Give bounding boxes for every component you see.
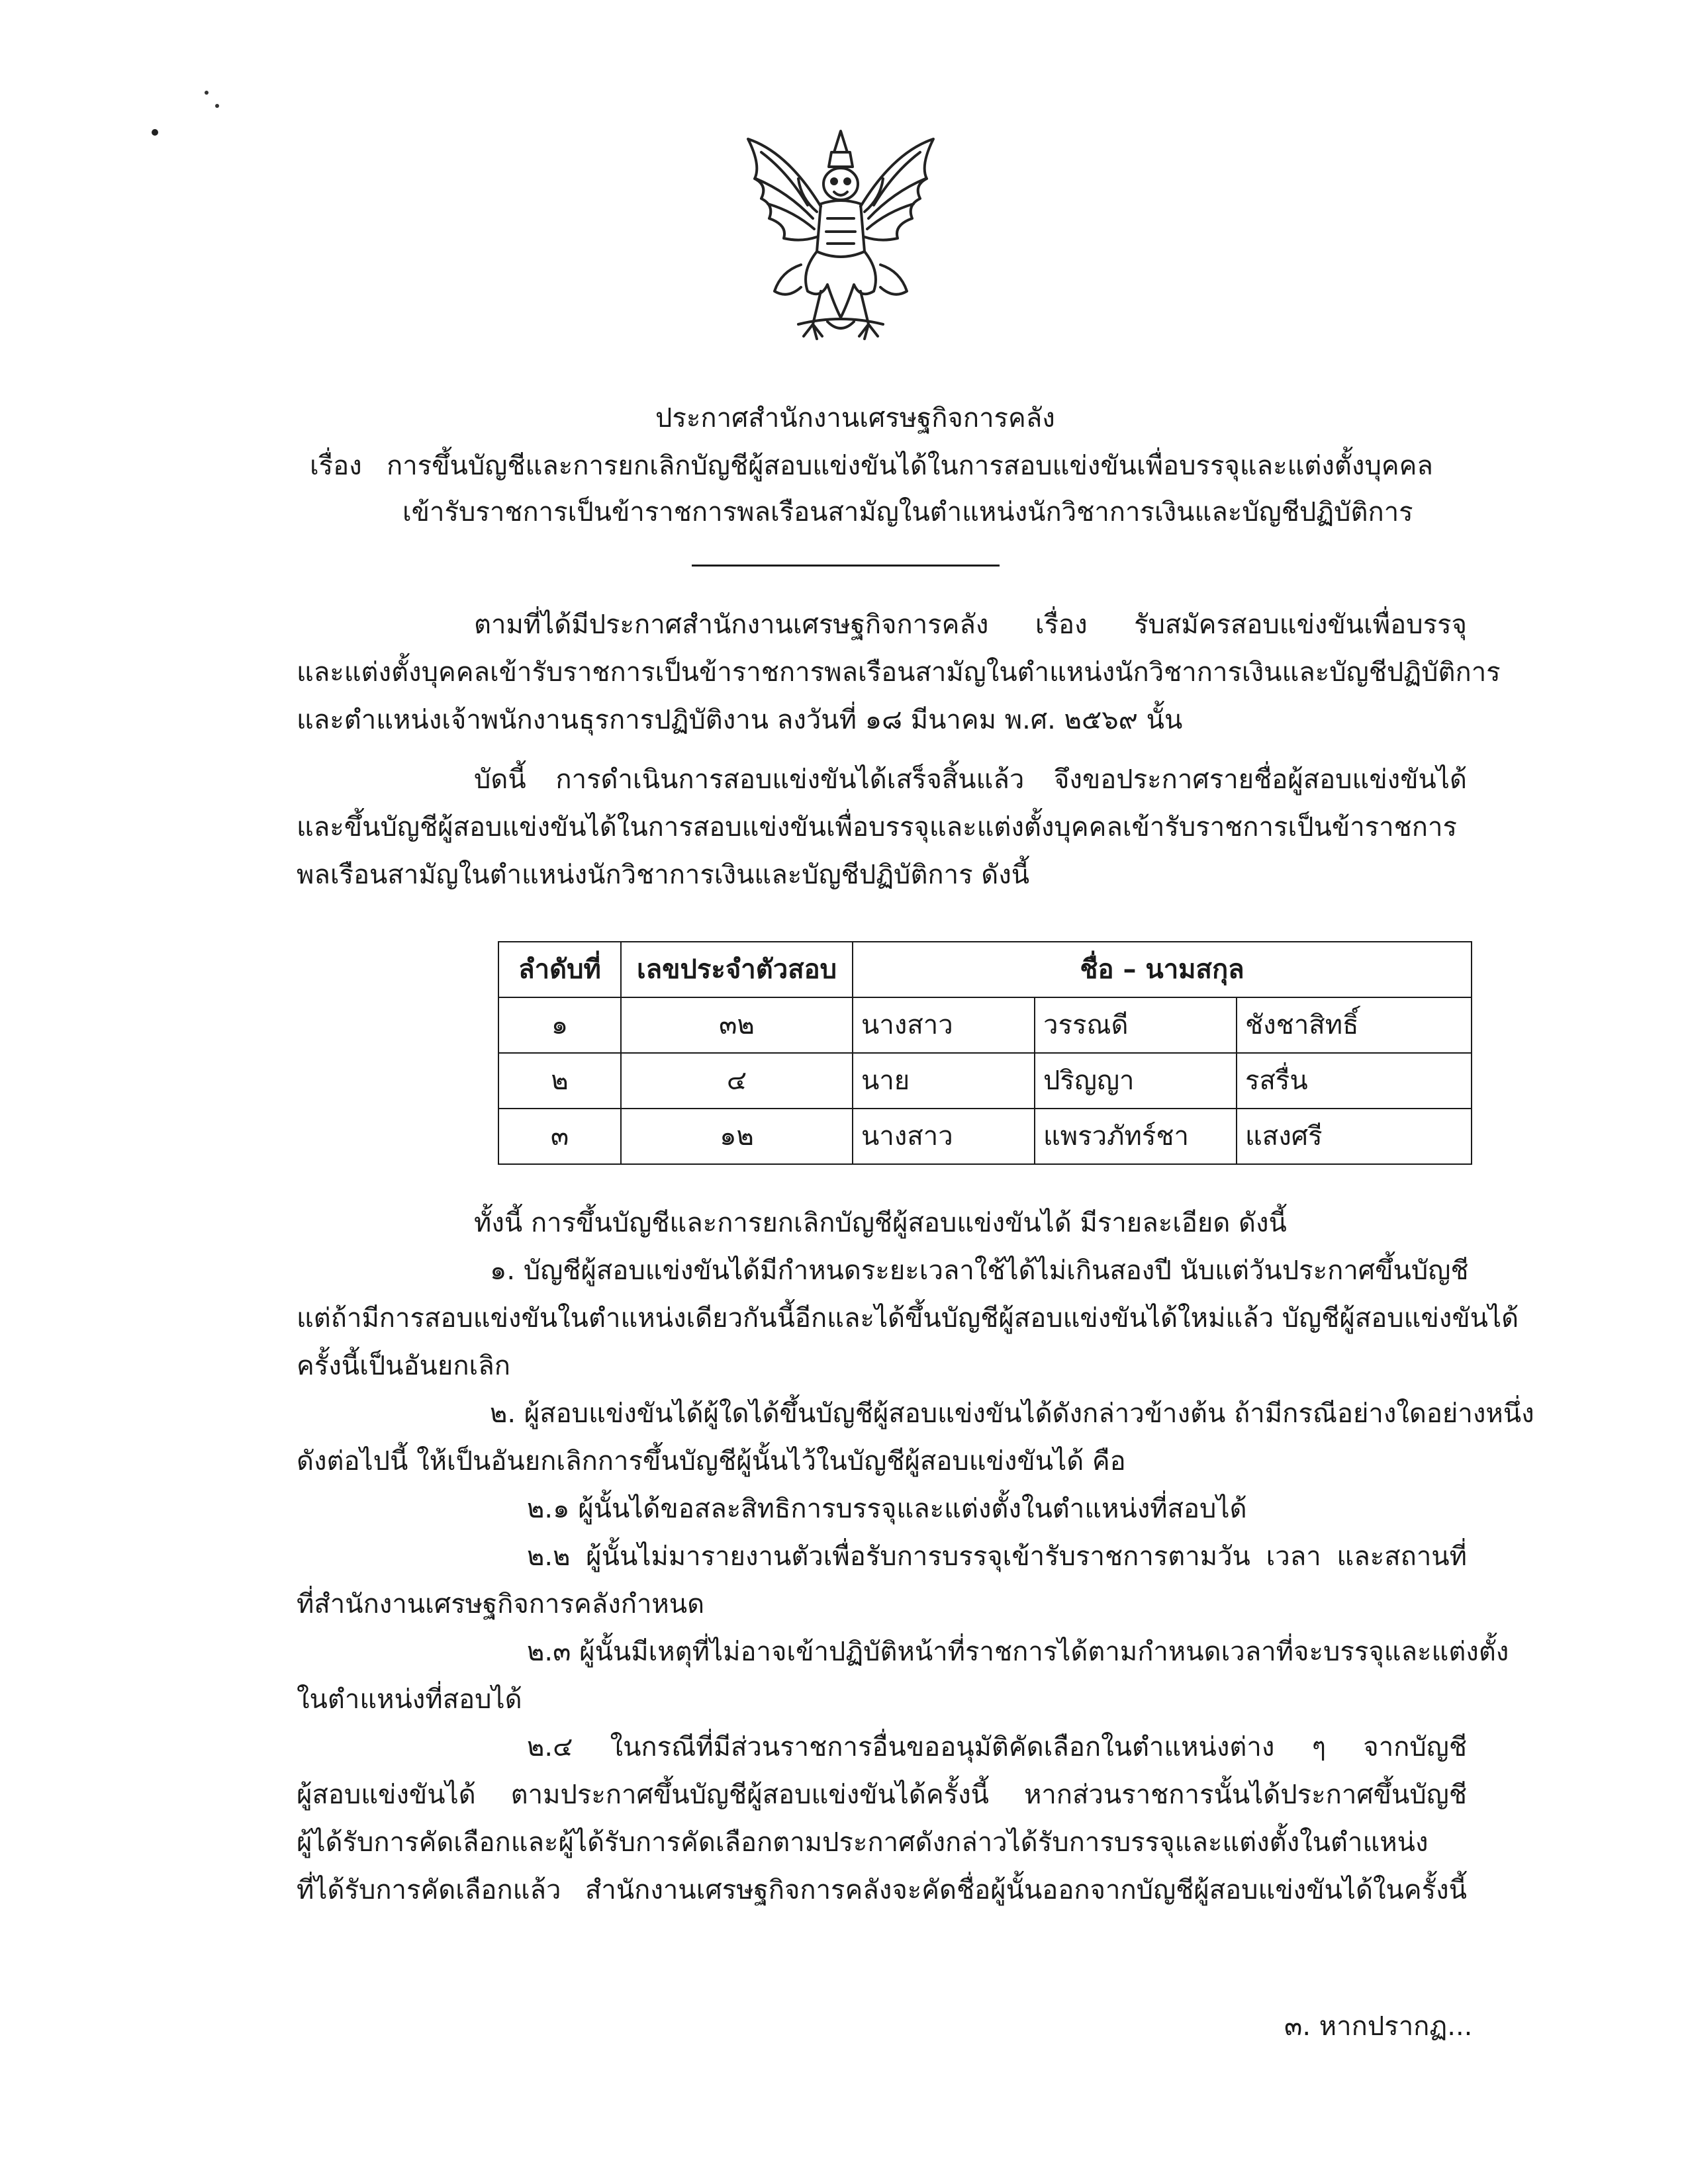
item2-line2: ดังต่อไปนี้ ให้เป็นอันยกเลิกการขึ้นบัญชีผู้นั้นไว้ในบัญชีผู้สอบแข่งขันได้ คือ — [297, 1446, 1126, 1477]
item2-line1: ๒. ผู้สอบแข่งขันได้ผู้ใดได้ขึ้นบัญชีผู้สอบแข่งขันได้ดังกล่าวข้างต้น ถ้ามีกรณีอย่างใดอย่างหนึ่ง — [490, 1398, 1534, 1429]
cell-last-name: รสรื่น — [1237, 1053, 1472, 1109]
item22-line1: ๒.๒ ผู้นั้นไม่มารายงานตัวเพื่อรับการบรรจุเข้ารับราชการตามวัน เวลา และสถานที่ — [527, 1541, 1467, 1572]
para1-line3: และตำแหน่งเจ้าพนักงานธุรการปฏิบัติงาน ลงวันที่ ๑๘ มีนาคม พ.ศ. ๒๕๖๙ นั้น — [297, 705, 1183, 735]
item1-line1: ๑. บัญชีผู้สอบแข่งขันได้มีกำหนดระยะเวลาใช้ได้ไม่เกินสองปี นับแต่วันประกาศขึ้นบัญชี — [490, 1255, 1469, 1286]
item1-line2: แต่ถ้ามีการสอบแข่งขันในตำแหน่งเดียวกันนี้อีกและได้ขึ้นบัญชีผู้สอบแข่งขันได้ใหม่แล้ว บัญชีผู้สอบแข่งขันได้ — [297, 1303, 1519, 1334]
para1-line2: และแต่งตั้งบุคคลเข้ารับราชการเป็นข้าราชการพลเรือนสามัญในตำแหน่งนักวิชาการเงินและบัญชีปฏิบัติการ — [297, 657, 1501, 688]
cell-title: นางสาว — [853, 997, 1035, 1053]
table-row — [498, 1053, 1472, 1109]
announcement-title: ประกาศสำนักงานเศรษฐกิจการคลัง — [655, 403, 1055, 433]
cell-exam-id: ๑๒ — [621, 1109, 853, 1164]
table-row — [498, 1109, 1472, 1164]
cell-exam-id: ๔ — [621, 1053, 853, 1109]
para2-line3: พลเรือนสามัญในตำแหน่งนักวิชาการเงินและบัญชีปฏิบัติการ ดังนี้ — [297, 860, 1030, 890]
cell-rank: ๒ — [498, 1053, 621, 1109]
cell-last-name: ชังชาสิทธิ์ — [1237, 997, 1472, 1053]
header-exam-id: เลขประจำตัวสอบ — [621, 942, 853, 997]
para2-line2: และขึ้นบัญชีผู้สอบแข่งขันได้ในการสอบแข่งขันเพื่อบรรจุและแต่งตั้งบุคคลเข้ารับราชการเป็นข้าราชการ — [297, 812, 1457, 842]
item24-line4: ที่ได้รับการคัดเลือกแล้ว สำนักงานเศรษฐกิจการคลังจะคัดชื่อผู้นั้นออกจากบัญชีผู้สอบแข่งขันได้ในครั้งนี้ — [297, 1875, 1467, 1905]
garuda-emblem-icon — [735, 126, 947, 351]
item22-line2: ที่สำนักงานเศรษฐกิจการคลังกำหนด — [297, 1589, 705, 1619]
cell-rank: ๑ — [498, 997, 621, 1053]
item21: ๒.๑ ผู้นั้นได้ขอสละสิทธิการบรรจุและแต่งตั้งในตำแหน่งที่สอบได้ — [527, 1494, 1247, 1524]
table-row — [498, 997, 1472, 1053]
item24-line3: ผู้ได้รับการคัดเลือกและผู้ได้รับการคัดเลือกตามประกาศดังกล่าวได้รับการบรรจุและแต่งตั้งในตำแหน่ง — [297, 1827, 1429, 1858]
cell-title: นาย — [853, 1053, 1035, 1109]
cell-exam-id: ๓๒ — [621, 997, 853, 1053]
header-rank: ลำดับที่ — [498, 942, 621, 997]
item23-line1: ๒.๓ ผู้นั้นมีเหตุที่ไม่อาจเข้าปฏิบัติหน้าที่ราชการได้ตามกำหนดเวลาที่จะบรรจุและแต่งตั้ง — [527, 1637, 1509, 1667]
cell-first-name: วรรณดี — [1035, 997, 1237, 1053]
item1-line3: ครั้งนี้เป็นอันยกเลิก — [297, 1351, 510, 1381]
subject-line-2: เข้ารับราชการเป็นข้าราชการพลเรือนสามัญในตำแหน่งนักวิชาการเงินและบัญชีปฏิบัติการ — [402, 497, 1413, 527]
subject-label: เรื่อง — [310, 451, 362, 481]
table-header-row — [498, 942, 1472, 997]
cell-rank: ๓ — [498, 1109, 621, 1164]
continuation-marker: ๓. หากปรากฏ... — [1284, 2011, 1473, 2042]
item23-line2: ในตำแหน่งที่สอบได้ — [297, 1684, 522, 1715]
item24-line1: ๒.๔ ในกรณีที่มีส่วนราชการอื่นขออนุมัติคัดเลือกในตำแหน่งต่าง ๆ จากบัญชี — [527, 1732, 1468, 1762]
cell-first-name: ปริญญา — [1035, 1053, 1237, 1109]
para1-line1: ตามที่ได้มีประกาศสำนักงานเศรษฐกิจการคลัง เรื่อง รับสมัครสอบแข่งขันเพื่อบรรจุ — [474, 610, 1467, 640]
cell-last-name: แสงศรี — [1237, 1109, 1472, 1164]
title-divider — [692, 565, 1000, 567]
details-intro: ทั้งนี้ การขึ้นบัญชีและการยกเลิกบัญชีผู้สอบแข่งขันได้ มีรายละเอียด ดังนี้ — [474, 1208, 1287, 1238]
cell-first-name: แพรวภัทร์ชา — [1035, 1109, 1237, 1164]
results-table — [498, 941, 1472, 1165]
header-full-name: ชื่อ – นามสกุล — [853, 942, 1472, 997]
item24-line2: ผู้สอบแข่งขันได้ ตามประกาศขึ้นบัญชีผู้สอบแข่งขันได้ครั้งนี้ หากส่วนราชการนั้นได้ประกาศขึ้นบัญชี — [297, 1780, 1467, 1810]
cell-title: นางสาว — [853, 1109, 1035, 1164]
scan-speck-marks — [146, 86, 225, 146]
subject-line-1: การขึ้นบัญชีและการยกเลิกบัญชีผู้สอบแข่งขันได้ในการสอบแข่งขันเพื่อบรรจุและแต่งตั้งบุคคล — [387, 451, 1433, 481]
para2-line1: บัดนี้ การดำเนินการสอบแข่งขันได้เสร็จสิ้นแล้ว จึงขอประกาศรายชื่อผู้สอบแข่งขันได้ — [474, 764, 1467, 795]
